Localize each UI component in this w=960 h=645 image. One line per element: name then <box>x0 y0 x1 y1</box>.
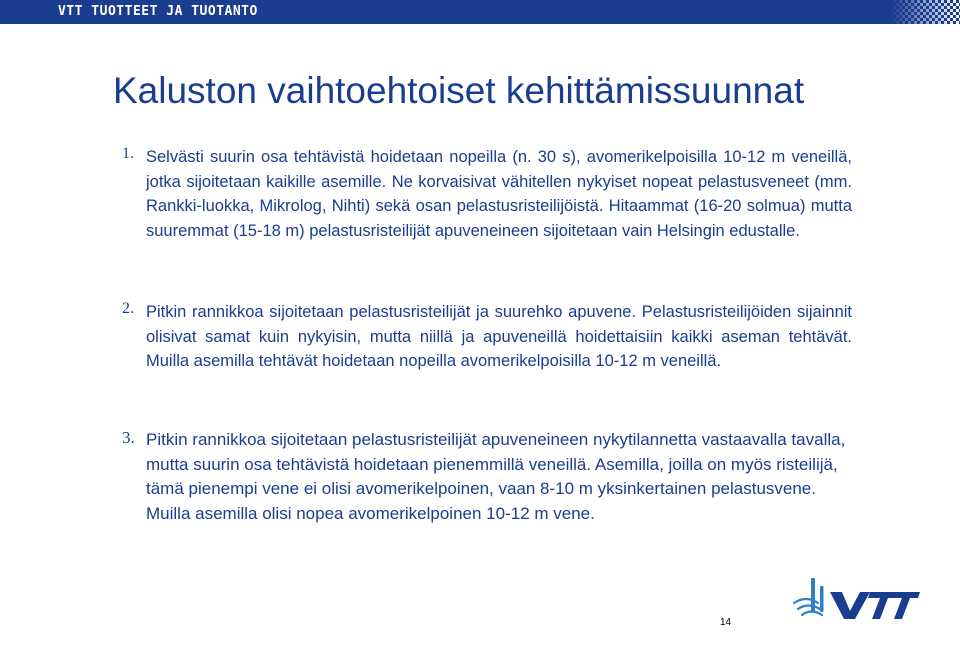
vtt-logo-icon <box>792 576 922 622</box>
slide-title: Kaluston vaihtoehtoiset kehittämissuunnat <box>113 70 805 111</box>
item-text: Pitkin rannikkoa sijoitetaan pelastusristeilijät apuveneineen nykytilannetta vastaavalla tavalla, mutta suurin osa tehtävistä hoidetaan pienemmillä veneillä. Asemilla, joilla on myös risteilijä, tämä pienempi vene ei olisi avomerikelpoinen, vaan 8-10 m yksinkertainen pelastusvene. Muilla asemilla olisi nopea avomerikelpoinen 10-12 m vene. <box>146 430 846 523</box>
list-item <box>122 300 852 374</box>
item-number: 2. <box>122 300 134 317</box>
corner-pattern <box>890 0 960 24</box>
list-item <box>122 428 852 526</box>
page-number: 14 <box>720 617 732 628</box>
item-number: 3. <box>122 428 135 447</box>
list-item <box>122 145 852 243</box>
item-number: 1. <box>122 145 134 162</box>
header-bar <box>0 0 960 24</box>
item-text: Pitkin rannikkoa sijoitetaan pelastusristeilijät ja suurehko apuvene. Pelastusristeilijöiden sijainnit olisivat samat kuin nykyisin, mutta niillä ja apuveneillä hoidettaisiin kaikki aseman tehtävät. Muilla asemilla tehtävät hoidetaan nopeilla avomerikelpoisilla 10-12 m veneillä. <box>146 303 852 370</box>
org-label: VTT TUOTTEET JA TUOTANTO <box>58 4 258 19</box>
item-text: Selvästi suurin osa tehtävistä hoidetaan nopeilla (n. 30 s), avomerikelpoisilla 10-12 m veneillä, jotka sijoitetaan kaikille asemille. Ne korvaisivat vähitellen nykyiset nopeat pelastusveneet (mm. Rankki-luokka, Mikrolog, Nihti) sekä osan pelastusristeilijöistä. Hitaammat (16-20 solmua) mutta suuremmat (15-18 m) pelastusristeilijät apuveneineen sijoitetaan vain Helsingin edustalle. <box>146 148 852 240</box>
